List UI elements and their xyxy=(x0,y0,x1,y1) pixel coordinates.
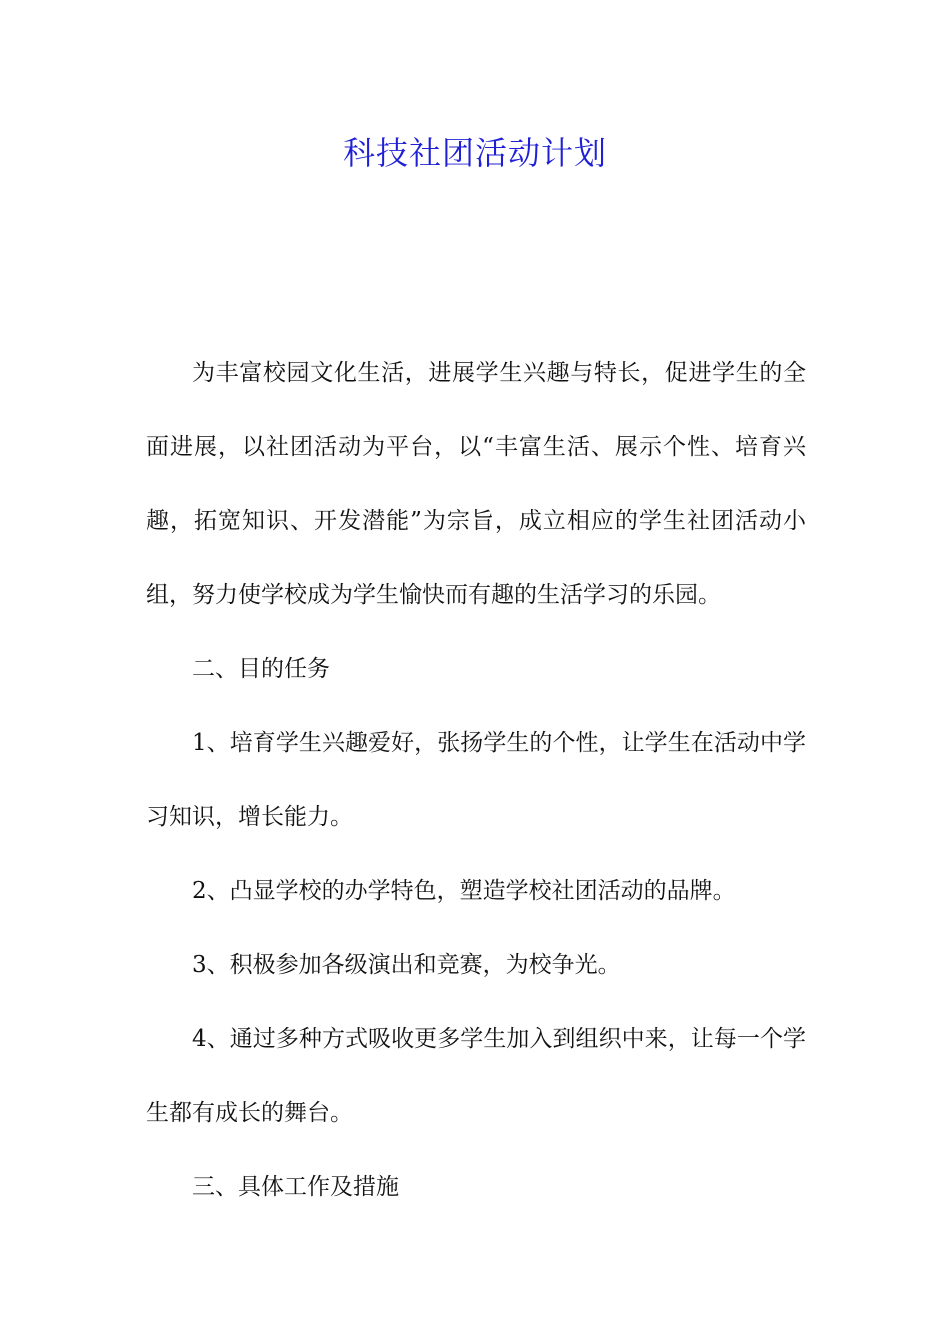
section-heading-objectives: 二、目的任务 xyxy=(192,656,330,682)
objective-item-1: 1、培育学生兴趣爱好，张扬学生的个性，让学生在活动中学习知识，增长能力。 xyxy=(146,730,806,830)
objective-item-2: 2、凸显学校的办学特色，塑造学校社团活动的品牌。 xyxy=(192,878,736,904)
objective-item-3: 3、积极参加各级演出和竞赛，为校争光。 xyxy=(192,952,621,978)
section-heading-measures: 三、具体工作及措施 xyxy=(192,1174,399,1200)
intro-paragraph: 为丰富校园文化生活，进展学生兴趣与特长，促进学生的全面进展，以社团活动为平台，以“丰富生活、展示个性、培育兴趣，拓宽知识、开发潜能”为宗旨，成立相应的学生社团活动小组，努力使学校成为学生愉快而有趣的生活学习的乐园。 xyxy=(146,360,806,608)
document-title: 科技社团活动计划 xyxy=(342,134,607,172)
objective-item-4: 4、通过多种方式吸收更多学生加入到组织中来，让每一个学生都有成长的舞台。 xyxy=(146,1026,806,1126)
document-body xyxy=(146,336,806,1224)
